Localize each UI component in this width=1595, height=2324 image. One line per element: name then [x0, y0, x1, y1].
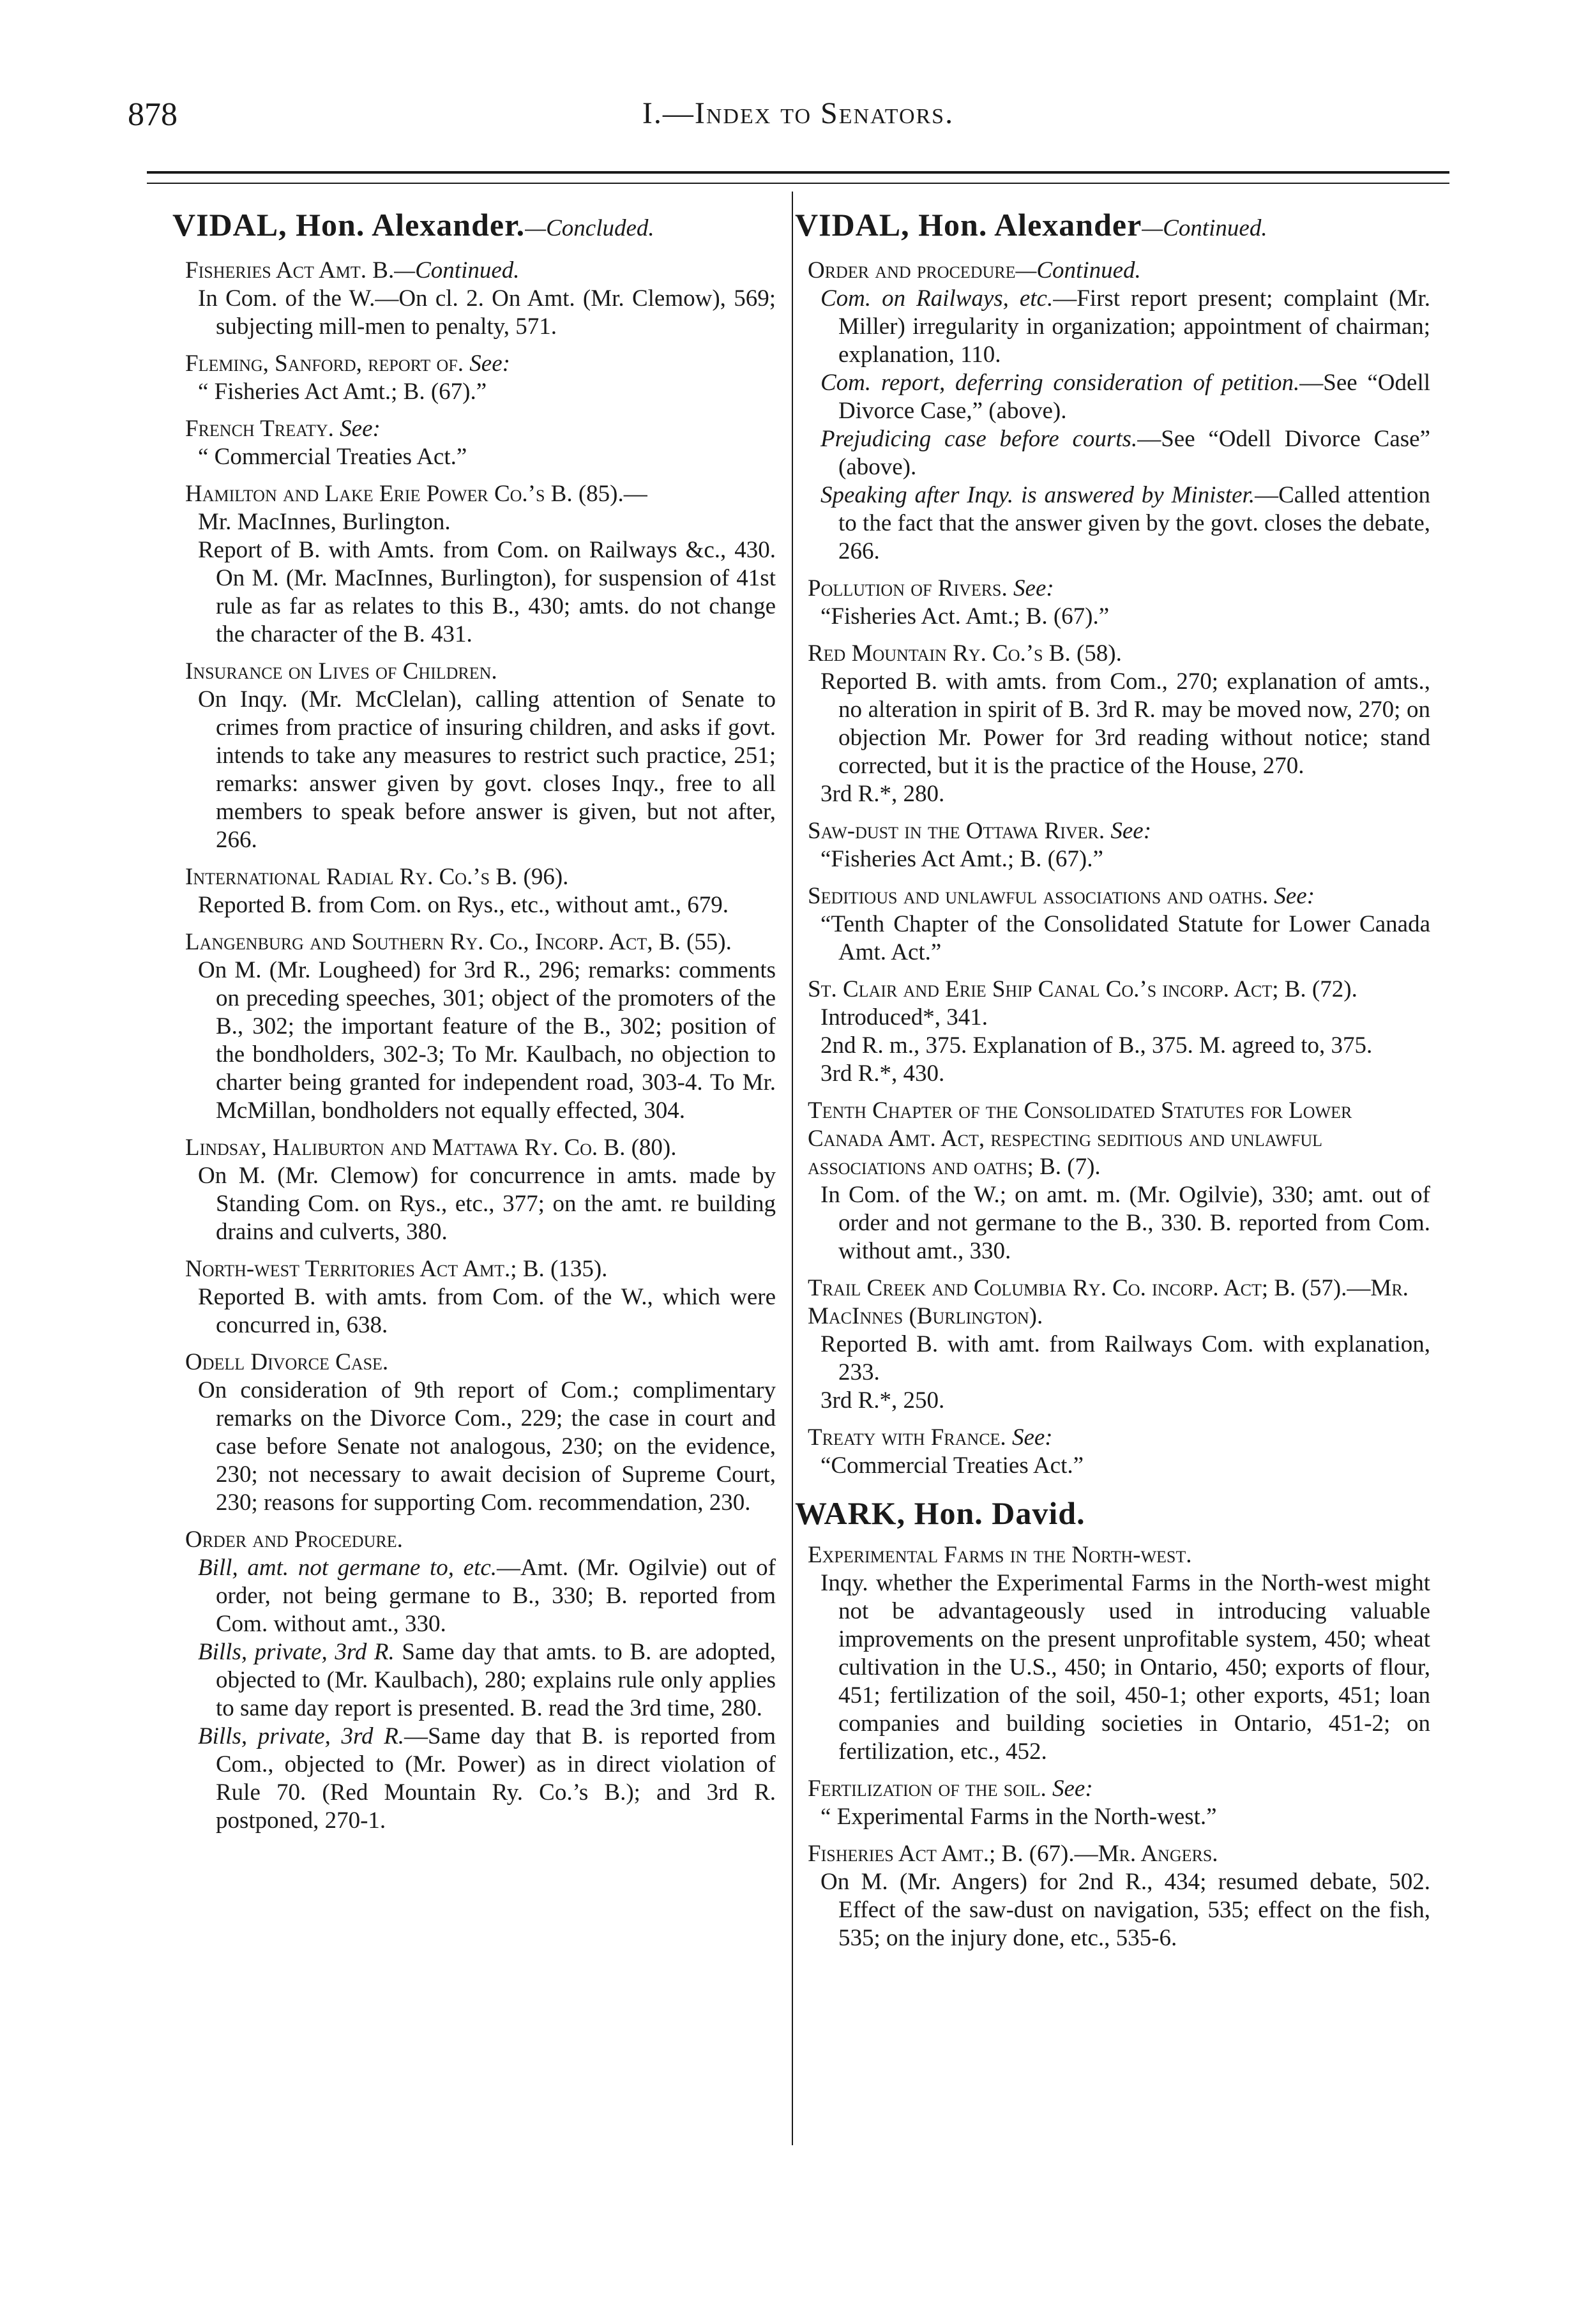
entry-text: —Same day that B. is reported from Com., objected to (Mr. Power) as in direct violation of Rule 70. (Red Mountain Ry. Co.’s B.); and 3rd R. postponed, 270-1. — [216, 1723, 776, 1834]
entry-text: Same day that amts. to B. are adopted, objected to (Mr. Kaulbach), 280; explains rule only applies to same day report is presented. B. read the 3rd time, 280. — [216, 1639, 776, 1721]
index-heading — [172, 257, 776, 285]
heading-suffix: —Continued. — [1015, 257, 1141, 283]
entry-lead: Com. on Railways, etc. — [820, 285, 1054, 312]
heading-text: Fisheries Act Amt.; B. (67).—Mr. Angers. — [808, 1841, 1218, 1867]
senator-name: VIDAL, Hon. Alexander — [795, 207, 1142, 243]
index-heading — [172, 1348, 776, 1377]
index-heading — [795, 1424, 1430, 1452]
index-entry: Reported B. with amts. from Com., 270; explanation of amts., no alteration in spirit of B. 3rd R. may be moved now, 270; on objection Mr. Power for 3rd reading without notice; stand corrected, but it is the practice of the House, 270. — [820, 668, 1430, 779]
entry-lead: Bill, amt. not germane to, etc. — [198, 1555, 497, 1581]
index-entry: Inqy. whether the Experimental Farms in the North-west might not be advantageously used in introducing valuable improvements on the present unprofitable system, 450; wheat cultivation in the U.S., 450; in Ontario, 450; exports of flour, 451; fertilization of the soil, 450-1; other exports, 451; loan companies and building societies in Ontario, 451-2; on fertilization, etc., 452. — [820, 1570, 1430, 1765]
index-heading — [172, 658, 776, 686]
senator-heading — [795, 206, 1430, 248]
index-heading — [795, 257, 1430, 285]
left-sections — [172, 257, 776, 1835]
heading-suffix: See: — [1007, 575, 1054, 601]
heading-text: Experimental Farms in the North-west. — [808, 1542, 1192, 1568]
index-entry: Mr. MacInnes, Burlington. — [198, 509, 451, 535]
index-entry — [820, 369, 1430, 425]
entry-text: —See “Odell Divorce Case” (above). — [838, 426, 1430, 480]
index-entry: “Fisheries Act Amt.; B. (67).” — [820, 846, 1103, 872]
heading-text: Insurance on Lives of Children. — [185, 658, 497, 684]
senator-status: —Continued. — [1142, 215, 1267, 241]
index-heading — [795, 640, 1430, 668]
heading-suffix: See: — [1006, 1424, 1053, 1451]
senator-name: WARK, Hon. David. — [795, 1495, 1085, 1531]
heading-text: Red Mountain Ry. Co.’s B. (58). — [808, 640, 1122, 667]
senator-name: VIDAL, Hon. Alexander. — [172, 207, 525, 243]
index-heading — [795, 817, 1430, 845]
index-entry — [820, 285, 1430, 369]
heading-suffix: See: — [1046, 1776, 1093, 1802]
heading-text: North-west Territories Act Amt.; B. (135). — [185, 1256, 608, 1282]
index-entry: “Fisheries Act. Amt.; B. (67).” — [820, 603, 1110, 630]
index-heading — [795, 976, 1430, 1004]
index-entry: On Inqy. (Mr. McClelan), calling attention of Senate to crimes from practice of insuring children, and asks if govt. intends to take any measures to restrict such practice, 251; remarks: answer given by govt. closes Inqy., free to all members to speak before answer is given, but not after, 266. — [198, 686, 776, 853]
heading-text: International Radial Ry. Co.’s B. (96). — [185, 864, 569, 890]
entry-text: —Amt. (Mr. Ogilvie) out of order, not being germane to B., 330; B. reported from Com. without amt., 330. — [216, 1555, 776, 1637]
entry-lead: Com. report, deferring consideration of petition. — [820, 370, 1300, 396]
index-entry: 3rd R.*, 280. — [820, 781, 945, 807]
entry-text: —Called attention to the fact that the answer given by the govt. closes the debate, 266. — [838, 482, 1430, 564]
index-entry: 3rd R.*, 430. — [820, 1060, 945, 1087]
index-entry: 2nd R. m., 375. Explanation of B., 375. M. agreed to, 375. — [820, 1032, 1373, 1059]
index-heading — [172, 863, 776, 891]
index-entry: “ Fisheries Act Amt.; B. (67).” — [198, 379, 487, 405]
heading-text: Seditious and unlawful associations and oaths. — [808, 883, 1269, 909]
heading-text: Hamilton and Lake Erie Power Co.’s B. (85).— — [185, 481, 647, 507]
index-heading — [795, 1274, 1430, 1331]
index-heading — [172, 350, 776, 378]
right-sections — [795, 257, 1430, 1480]
index-entry: Reported B. with amts. from Com. of the W., which were concurred in, 638. — [198, 1284, 776, 1338]
heading-text: Treaty with France. — [808, 1424, 1006, 1451]
heading-text: Fisheries Act Amt. B. — [185, 257, 395, 283]
senator-heading-wark — [795, 1494, 1430, 1532]
heading-suffix: See: — [333, 416, 381, 442]
heading-text: Tenth Chapter of the Consolidated Statutes for Lower Canada Amt. Act, respecting seditious and unlawful associations and oaths; B. (7). — [808, 1098, 1352, 1180]
index-heading — [172, 415, 776, 443]
senator-status: —Concluded. — [525, 215, 654, 241]
heading-text: Fertilization of the soil. — [808, 1776, 1047, 1802]
index-entry: 3rd R.*, 250. — [820, 1387, 945, 1414]
heading-suffix: See: — [1268, 883, 1315, 909]
header-rule-thin — [147, 183, 1449, 184]
index-entry: Introduced*, 341. — [820, 1004, 988, 1030]
heading-text: St. Clair and Erie Ship Canal Co.’s incorp. Act; B. (72). — [808, 976, 1357, 1002]
heading-suffix: —Continued. — [394, 257, 520, 283]
entry-text: —First report present; complaint (Mr. Miller) irregularity in organization; appointment of chairman; explanation, 110. — [838, 285, 1430, 368]
heading-text: Order and Procedure. — [185, 1527, 403, 1553]
index-entry: On consideration of 9th report of Com.; complimentary remarks on the Divorce Com., 229; the case in court and case before Senate not analogous, 230; on the evidence, 230; not necessary to await decision of Supreme Court, 230; reasons for supporting Com. recommendation, 230. — [198, 1377, 776, 1516]
index-heading — [795, 575, 1430, 603]
index-entry: Reported B. with amt. from Railways Com. with explanation, 233. — [820, 1331, 1430, 1385]
index-heading — [172, 1134, 776, 1162]
heading-text: Saw-dust in the Ottawa River. — [808, 818, 1105, 844]
heading-text: Trail Creek and Columbia Ry. Co. incorp. Act; B. (57).—Mr. MacInnes (Burlington). — [808, 1275, 1409, 1329]
index-heading — [795, 1840, 1430, 1868]
index-entry: “ Commercial Treaties Act.” — [198, 444, 467, 470]
entry-lead: Prejudicing case before courts. — [820, 426, 1138, 452]
entry-text: —See “Odell Divorce Case,” (above). — [838, 370, 1430, 424]
index-entry — [198, 1638, 776, 1723]
index-entry: “ Experimental Farms in the North-west.” — [820, 1804, 1217, 1830]
index-entry — [820, 425, 1430, 481]
heading-suffix: See: — [464, 351, 510, 377]
index-entry — [198, 1723, 776, 1835]
index-heading — [172, 1255, 776, 1283]
index-entry: Reported B. from Com. on Rys., etc., without amt., 679. — [198, 892, 729, 918]
index-heading — [795, 882, 1430, 910]
page-header — [128, 96, 1469, 147]
heading-text: Odell Divorce Case. — [185, 1349, 389, 1375]
index-heading — [172, 928, 776, 956]
heading-text: Langenburg and Southern Ry. Co., Incorp. Act, B. (55). — [185, 929, 732, 955]
left-column — [172, 203, 776, 2278]
heading-text: Order and procedure — [808, 257, 1016, 283]
heading-text: Lindsay, Haliburton and Mattawa Ry. Co. B. (80). — [185, 1135, 677, 1161]
index-heading — [795, 1775, 1430, 1803]
index-heading — [795, 1541, 1430, 1569]
heading-text: Fleming, Sanford, report of. — [185, 351, 464, 377]
index-entry: “Commercial Treaties Act.” — [820, 1452, 1084, 1479]
index-entry: “Tenth Chapter of the Consolidated Statute for Lower Canada Amt. Act.” — [820, 911, 1430, 965]
index-entry — [820, 481, 1430, 566]
index-entry: On M. (Mr. Clemow) for concurrence in amts. made by Standing Com. on Rys., etc., 377; on the amt. re building drains and culverts, 380. — [198, 1163, 776, 1245]
index-entry — [198, 1554, 776, 1638]
right-sections-wark — [795, 1541, 1430, 1952]
heading-text: Pollution of Rivers. — [808, 575, 1008, 601]
running-title: I.—Index to Senators. — [642, 96, 955, 130]
index-heading — [172, 1526, 776, 1554]
index-entry: In Com. of the W.—On cl. 2. On Amt. (Mr. Clemow), 569; subjecting mill-men to penalty, 571. — [198, 285, 776, 340]
right-column — [795, 203, 1430, 2278]
entry-lead: Bills, private, 3rd R. — [198, 1723, 405, 1749]
heading-suffix: See: — [1105, 818, 1152, 844]
heading-text: French Treaty. — [185, 416, 334, 442]
header-rule — [147, 171, 1449, 174]
senator-heading — [172, 206, 776, 248]
index-heading — [172, 480, 776, 508]
entry-lead: Bills, private, 3rd R. — [198, 1639, 395, 1665]
index-entry: On M. (Mr. Lougheed) for 3rd R., 296; remarks: comments on preceding speeches, 301; object of the promoters of the B., 302; the important feature of the B., 302; position of the bondholders, 302-3; To Mr. Kaulbach, no objection to charter being granted for independent road, 303-4. To Mr. McMillan, bondholders not equally effected, 304. — [198, 957, 776, 1124]
index-entry: Report of B. with Amts. from Com. on Railways &c., 430. On M. (Mr. MacInnes, Burlington), for suspension of 41st rule as far as relates to this B., 430; amts. do not change the character of the B. 431. — [198, 537, 776, 647]
index-entry: In Com. of the W.; on amt. m. (Mr. Ogilvie), 330; amt. out of order and not germane to the B., 330. B. reported from Com. without amt., 330. — [820, 1182, 1430, 1264]
index-entry: On M. (Mr. Angers) for 2nd R., 434; resumed debate, 502. Effect of the saw-dust on navigation, 535; effect on the fish, 535; on the injury done, etc., 535-6. — [820, 1869, 1430, 1951]
page-number: 878 — [128, 96, 178, 133]
index-heading — [795, 1097, 1430, 1181]
entry-lead: Speaking after Inqy. is answered by Minister. — [820, 482, 1255, 508]
column-divider — [792, 192, 793, 2145]
